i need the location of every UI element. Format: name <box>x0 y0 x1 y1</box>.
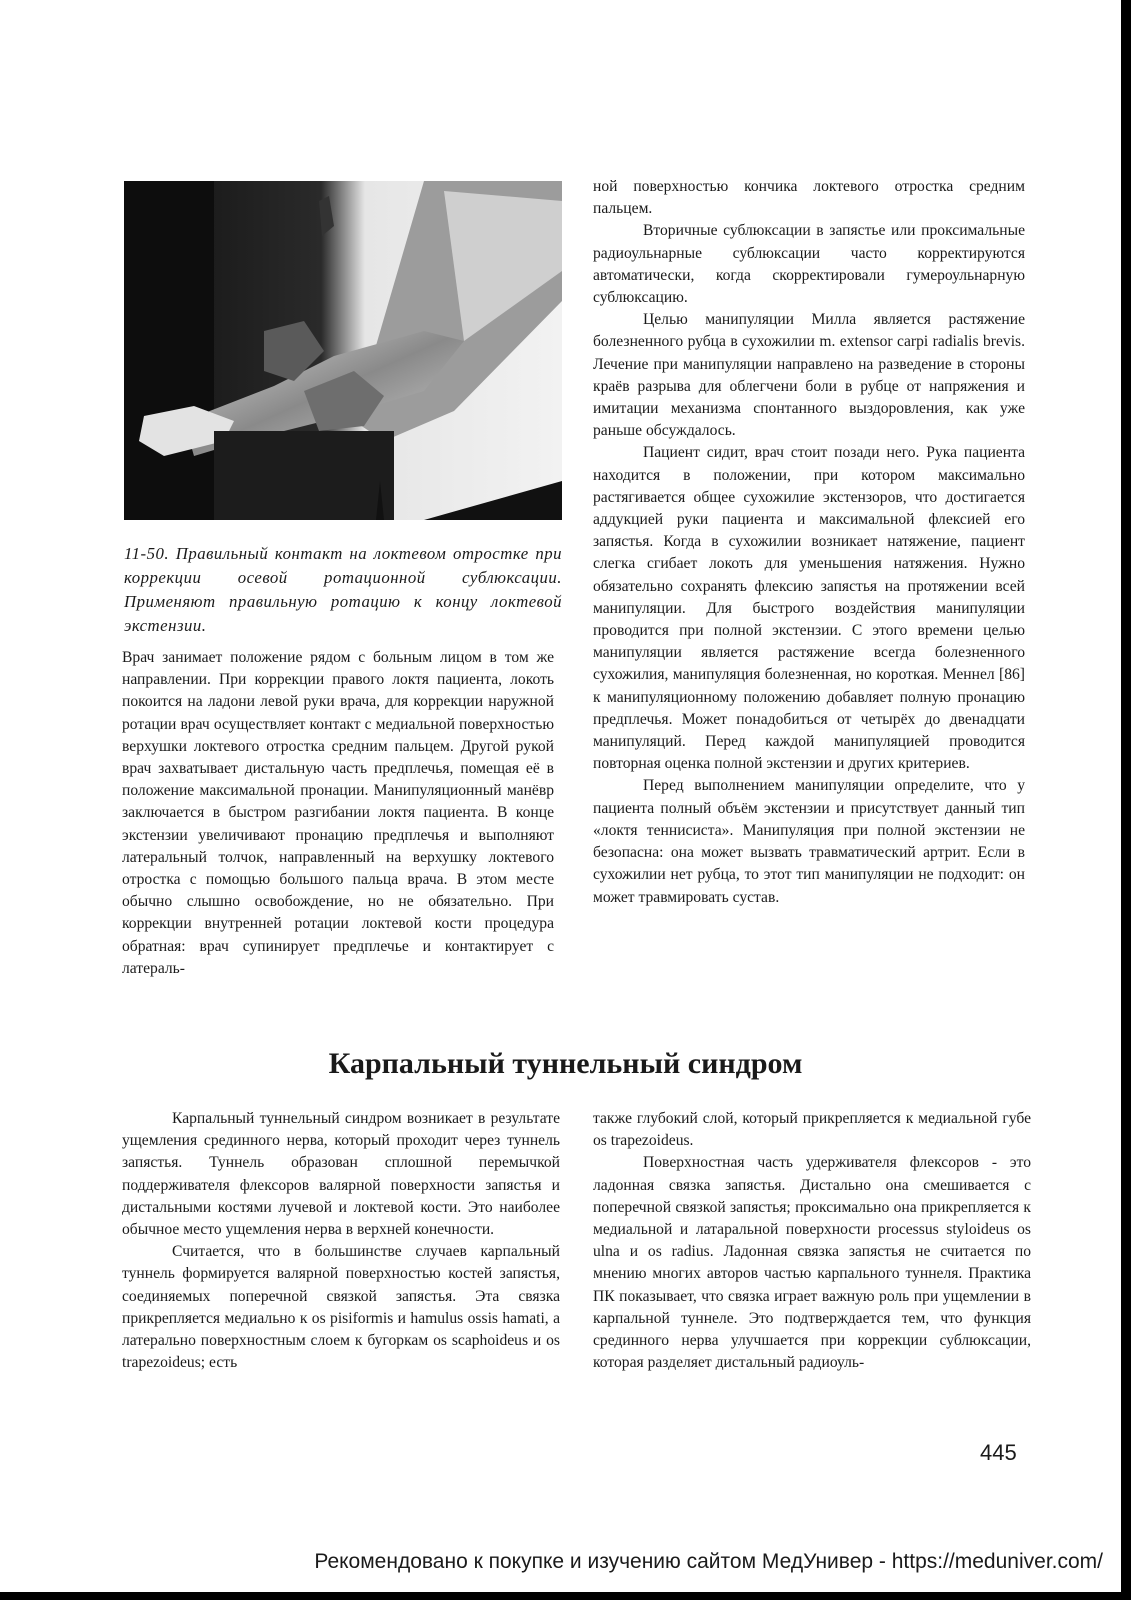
paragraph: Перед выполнением манипуляции определите, что у пациента полный объём экстензии и присутствует данный тип «локтя теннисиста». Манипуляция при полной экстензии не безопасна: она может вызвать травматический артрит. Если в сухожилии нет рубца, то этот тип манипуляции не подходит: он может травмировать сустав. <box>593 777 1025 906</box>
paragraph: Вторичные сублюксации в запястье или проксимальные радиоульнарные сублюксации часто корректируются автоматически, когда скорректировали гумероульнарную сублюксацию. <box>593 222 1025 307</box>
paragraph: Пациент сидит, врач стоит позади него. Рука пациента находится в положении, при котором максимально растягивается общее сухожилие экстензоров, что достигается аддукцией руки пациента и максимальной флексией его запястья. Когда в сухожилии возникает натяжение, пациент слегка сгибает локоть для уменьшения натяжения. Нужно обязательно сохранять флексию запястья на протяжении всей манипуляции. Для быстрого воздействия манипуляции проводится при полной экстензии. С этого времени целью манипуляции является растяжение всегда болезненного сухожилия, манипуляция болезненная, но короткая. Меннел [86] к манипуляционному положению добавляет полную пронацию предплечья. Может понадобиться от четырёх до двенадцати манипуляций. Перед каждой манипуляцией проводится повторная оценка полной экстензии и других критериев. <box>593 444 1025 773</box>
paragraph: Целью манипуляции Милла является растяжение болезненного рубца в сухожилии m. extensor carpi radialis brevis. Лечение при манипуляции направлено на разведение в стороны краёв разрыва для облегчени боли в рубце от напряжения и имитации механизма спонтанного выздоровления, как уже раньше обсуждалось. <box>593 311 1025 440</box>
figure-photo <box>124 181 562 520</box>
paragraph: Считается, что в большинстве случаев карпальный туннель формируется валярной поверхностью костей запястья, соединяемых поперечной связкой запястья. Эта связка прикрепляется медиально к os pisiformis и hamulus ossis hamati, а латерально поверхностным слоем к бугоркам os scaphoideus и os trapezoideus; есть <box>122 1243 560 1372</box>
page-number: 445 <box>980 1440 1017 1465</box>
paragraph: также глубокий слой, который прикрепляется к медиальной губе os trapezoideus. <box>593 1110 1031 1150</box>
figure-caption: 11-50. Правильный контакт на локтевом отростке при коррекции осевой ротационной сублюксации. Применяют правильную ротацию к концу локтевой экстензии. <box>124 544 562 635</box>
paragraph: Поверхностная часть удерживателя флексоров - это ладонная связка запястья. Дистально она смешивается с поперечной связкой запястья; проксимально она прикрепляется к медиальной и латаральной поверхности processus styloideus os ulna и os radius. Ладонная связка запястья не считается по мнению многих авторов частью карпального туннеля. Практика ПК показывает, что связка играет важную роль при ущемлении в карпальной туннеле. Это подтверждается тем, что функция срединного нерва улучшается при коррекции сублюксации, которая разделяет дистальный радиоуль- <box>593 1154 1031 1372</box>
text-column-right-top <box>593 176 1025 909</box>
section-title: Карпальный туннельный синдром <box>328 1047 803 1080</box>
paragraph: Врач занимает положение рядом с больным лицом в том же направлении. При коррекции правого локтя пациента, локоть покоится на ладони левой руки врача, для коррекции наружной ротации врач осуществляет контакт с медиальной поверхностью верхушки локтевого отростка средним пальцем. Другой рукой врач захватывает дистальную часть предплечья, помещая её в положение максимальной пронации. Манипуляционный манёвр заключается в быстром разгибании локтя пациента. В конце экстензии увеличивают пронацию предплечья и выполняют латеральный толчок, направленный на верхушку локтевого отростка с помощью большого пальца врача. В этом месте обычно слышно освобождение, но не обязательно. При коррекции внутренней ротации локтевой кости процедура обратная: врач супинирует предплечье и контактирует с латераль- <box>122 649 554 977</box>
footer-banner: Рекомендовано к покупке и изучению сайтом МедУнивер - https://meduniver.com/ <box>314 1550 1103 1573</box>
text-column-left-bottom <box>122 1108 560 1374</box>
scan-border-bottom <box>0 1592 1131 1600</box>
scan-border-right <box>1121 0 1131 1600</box>
text-column-right-bottom <box>593 1108 1031 1374</box>
paragraph: ной поверхностью кончика локтевого отростка средним пальцем. <box>593 178 1025 218</box>
text-column-left-top <box>122 647 554 980</box>
paragraph: Карпальный туннельный синдром возникает в результате ущемления срединного нерва, который проходит через туннель запястья. Туннель образован сплошной перемычкой поддерживателя флексоров валярной поверхности запястья и дистальными костями лучевой и локтевой кости. Это наиболее обычное место ущемления нерва в верхней конечности. <box>122 1110 560 1239</box>
